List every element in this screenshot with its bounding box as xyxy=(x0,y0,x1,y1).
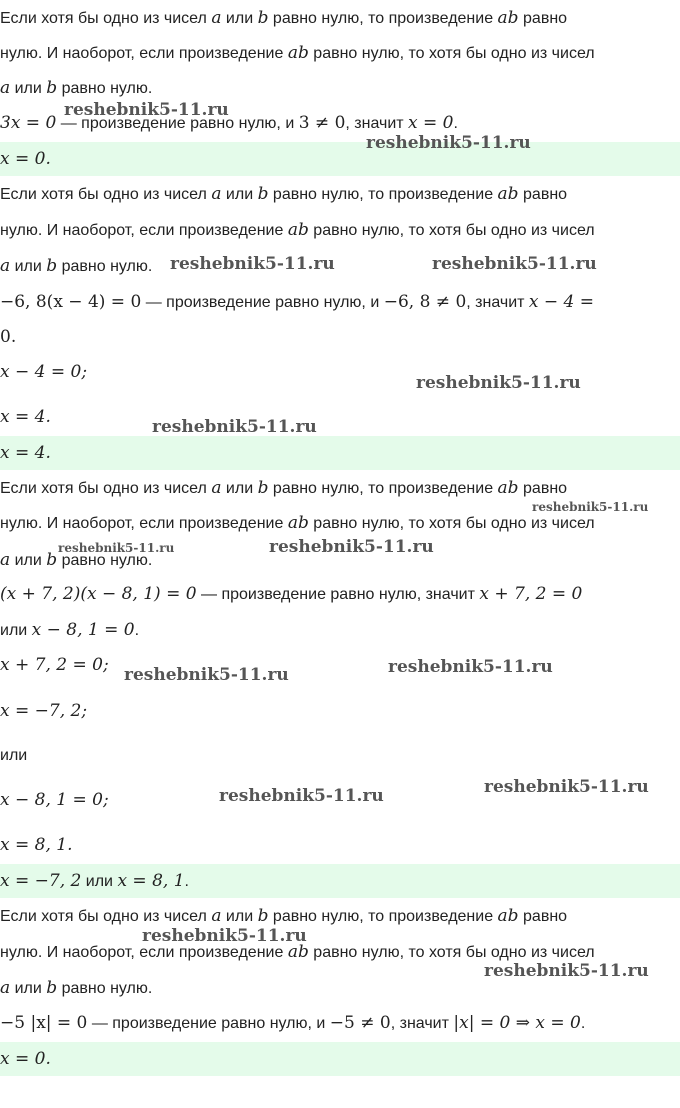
watermark: reshebnik5-11.ru xyxy=(416,373,581,393)
rule-line-3: a или b равно нулю. xyxy=(0,78,153,98)
solution-line-continued: 0. xyxy=(0,327,17,347)
answer-line: x = 0. xyxy=(0,142,680,176)
step-line: x = 4. xyxy=(0,407,51,427)
watermark: reshebnik5-11.ru xyxy=(366,133,531,153)
rule-line-1: Если хотя бы одно из чисел a или b равно нулю, то произведение ab равно xyxy=(0,184,568,204)
solution-line: −5 |x| = 0 — произведение равно нулю, и −5 ≠ 0, значит |x| = 0 ⇒ x = 0. xyxy=(0,1013,586,1033)
solution-line: −6, 8(x − 4) = 0 — произведение равно нулю, и −6, 8 ≠ 0, значит x − 4 = xyxy=(0,292,595,312)
watermark: reshebnik5-11.ru xyxy=(124,665,289,685)
rule-line-3: a или b равно нулю. xyxy=(0,256,153,276)
watermark: reshebnik5-11.ru xyxy=(484,961,649,981)
watermark: reshebnik5-11.ru xyxy=(532,500,649,514)
step-line: x = −7, 2; xyxy=(0,701,88,721)
rule-line-3: a или b равно нулю. xyxy=(0,550,153,570)
solution-line: (x + 7, 2)(x − 8, 1) = 0 — произведение равно нулю, значит x + 7, 2 = 0 xyxy=(0,584,583,604)
step-line: x + 7, 2 = 0; xyxy=(0,655,109,675)
watermark: reshebnik5-11.ru xyxy=(484,777,649,797)
rule-line-2: нулю. И наоборот, если произведение ab равно нулю, то хотя бы одно из чисел xyxy=(0,220,595,240)
watermark: reshebnik5-11.ru xyxy=(64,100,229,120)
answer-line: x = 0. xyxy=(0,1042,680,1076)
watermark: reshebnik5-11.ru xyxy=(269,537,434,557)
watermark: reshebnik5-11.ru xyxy=(142,926,307,946)
step-line: x − 4 = 0; xyxy=(0,362,88,382)
answer-line: x = −7, 2 или x = 8, 1. xyxy=(0,864,680,898)
rule-line-1: Если хотя бы одно из чисел a или b равно нулю, то произведение ab равно xyxy=(0,906,568,926)
watermark: reshebnik5-11.ru xyxy=(152,417,317,437)
rule-line-2: нулю. И наоборот, если произведение ab равно нулю, то хотя бы одно из чисел xyxy=(0,43,595,63)
rule-line-1: Если хотя бы одно из чисел a или b равно нулю, то произведение ab равно xyxy=(0,8,568,28)
rule-line-2: нулю. И наоборот, если произведение ab равно нулю, то хотя бы одно из чисел xyxy=(0,942,595,962)
watermark: reshebnik5-11.ru xyxy=(388,657,553,677)
solution-line-continued: или x − 8, 1 = 0. xyxy=(0,620,140,640)
watermark: reshebnik5-11.ru xyxy=(58,541,175,555)
step-line: x = 8, 1. xyxy=(0,835,73,855)
or-line: или xyxy=(0,747,28,764)
rule-line-3: a или b равно нулю. xyxy=(0,978,153,998)
watermark: reshebnik5-11.ru xyxy=(170,254,335,274)
rule-line-1: Если хотя бы одно из чисел a или b равно нулю, то произведение ab равно xyxy=(0,478,568,498)
watermark: reshebnik5-11.ru xyxy=(219,786,384,806)
watermark: reshebnik5-11.ru xyxy=(432,254,597,274)
rule-line-2: нулю. И наоборот, если произведение ab равно нулю, то хотя бы одно из чисел xyxy=(0,513,595,533)
answer-line: x = 4. xyxy=(0,436,680,470)
step-line: x − 8, 1 = 0; xyxy=(0,790,109,810)
solution-line: 3x = 0 — произведение равно нулю, и 3 ≠ 0, значит x = 0. xyxy=(0,113,458,133)
